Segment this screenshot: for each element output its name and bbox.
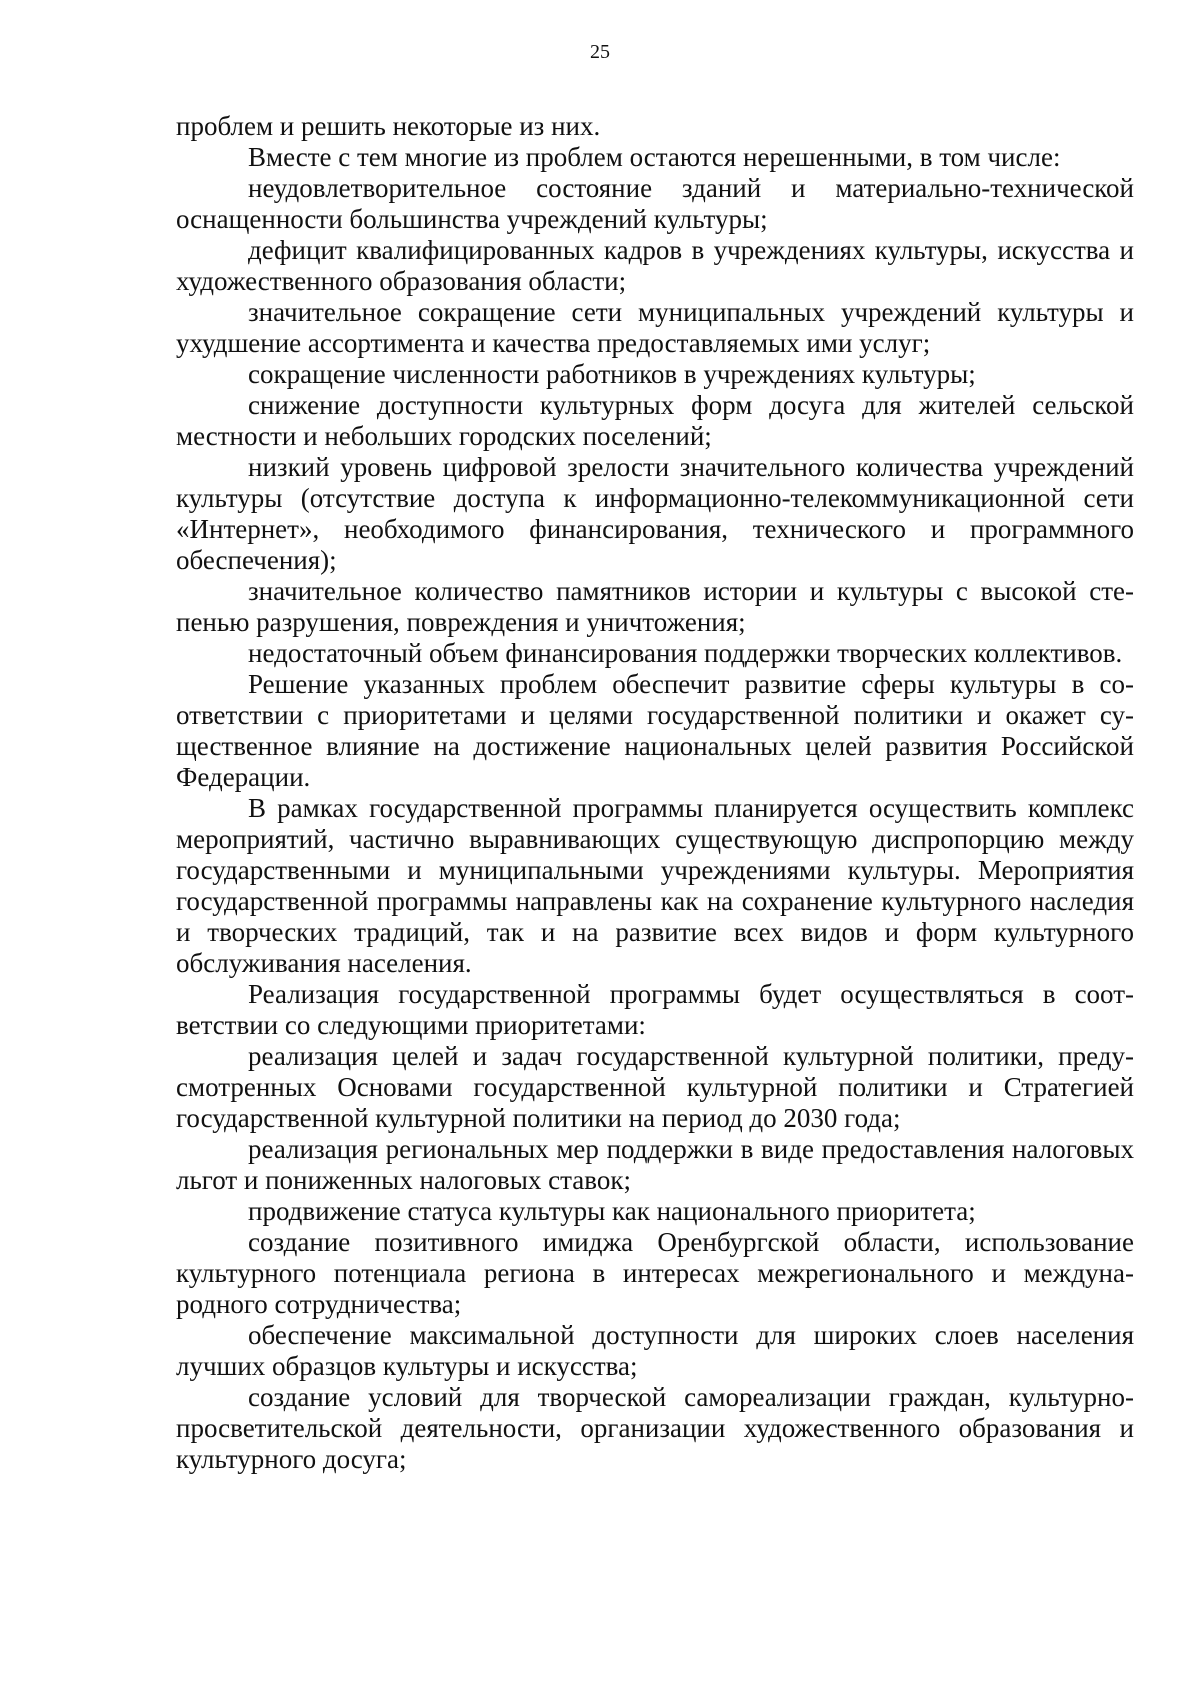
paragraph-solution: Решение указанных проблем обеспечит развитие сферы культуры в соответствии с приоритетами и целями государственной политики и окажет существенное влияние на достижение национальных целей развития Российской Федерации. xyxy=(176,669,1134,792)
paragraph-intro-continuation: проблем и решить некоторые из них. xyxy=(176,111,601,141)
paragraph-priority-accessibility: обеспечение максимальной доступности для широких слоев населения лучших образцов культуры и искусства; xyxy=(176,1320,1134,1381)
paragraph-problem-monuments: значительное количество памятников истории и культуры с высокой степенью разрушения, повреждения и уничтожения; xyxy=(176,576,1134,637)
paragraph-problem-staff-shortage: дефицит квалифицированных кадров в учреждениях культуры, искусства и художественного образования области; xyxy=(176,235,1134,296)
paragraph-program-measures: В рамках государственной программы планируется осуществить комплекс мероприятий, частично выравнивающих существующую диспропорцию между государственными и муниципальными учреждениями культуры. Мероприятия государственной программы направлены как на сохранение культурного наследия и творческих традиций, так и на развитие всех видов и форм культурного обслуживания населения. xyxy=(176,793,1134,978)
paragraph-priority-tax-support: реализация региональных мер поддержки в виде предоставления налоговых льгот и пониженных налоговых ставок; xyxy=(176,1134,1134,1195)
page-number: 25 xyxy=(590,41,610,63)
paragraph-problem-network-reduction: значительное сокращение сети муниципальных учреждений культуры и ухудшение ассортимента и качества предоставляемых ими услуг; xyxy=(176,297,1134,358)
paragraph-problem-funding: недостаточный объем финансирования поддержки творческих коллективов. xyxy=(248,638,1123,668)
paragraph-priority-region-image: создание позитивного имиджа Оренбургской области, использование культурного потенциала региона в интересах межрегионального и международного сотрудничества; xyxy=(176,1227,1134,1319)
paragraph-priority-policy-goals: реализация целей и задач государственной культурной политики, предусмотренных Основами государственной культурной политики и Стратегией государственной культурной политики на период до 2030 года; xyxy=(176,1041,1134,1133)
paragraph-problem-employee-reduction: сокращение численности работников в учреждениях культуры; xyxy=(248,359,976,389)
body-text xyxy=(176,111,1134,1475)
paragraph-priority-national-status: продвижение статуса культуры как национального приоритета; xyxy=(248,1196,976,1226)
paragraph-problems-lead: Вместе с тем многие из проблем остаются нерешенными, в том числе: xyxy=(248,142,1061,172)
paragraph-problem-rural-access: снижение доступности культурных форм досуга для жителей сельской местности и небольших городских поселений; xyxy=(176,390,1134,451)
paragraph-priority-self-realization: создание условий для творческой самореализации граждан, культурно-просветительской деятельности, организации художественного образования и культурного досуга; xyxy=(176,1382,1134,1474)
paragraph-problem-buildings: неудовлетворительное состояние зданий и материально-технической оснащенности большинства учреждений культуры; xyxy=(176,173,1134,234)
paragraph-problem-digital-maturity: низкий уровень цифровой зрелости значительного количества учреждений культуры (отсутствие доступа к информационно-телекоммуникационной сети «Интернет», необходимого финансирования, технического и программного обеспечения); xyxy=(176,452,1134,575)
paragraph-priorities-lead: Реализация государственной программы будет осуществляться в соответствии со следующими приоритетами: xyxy=(176,979,1134,1040)
